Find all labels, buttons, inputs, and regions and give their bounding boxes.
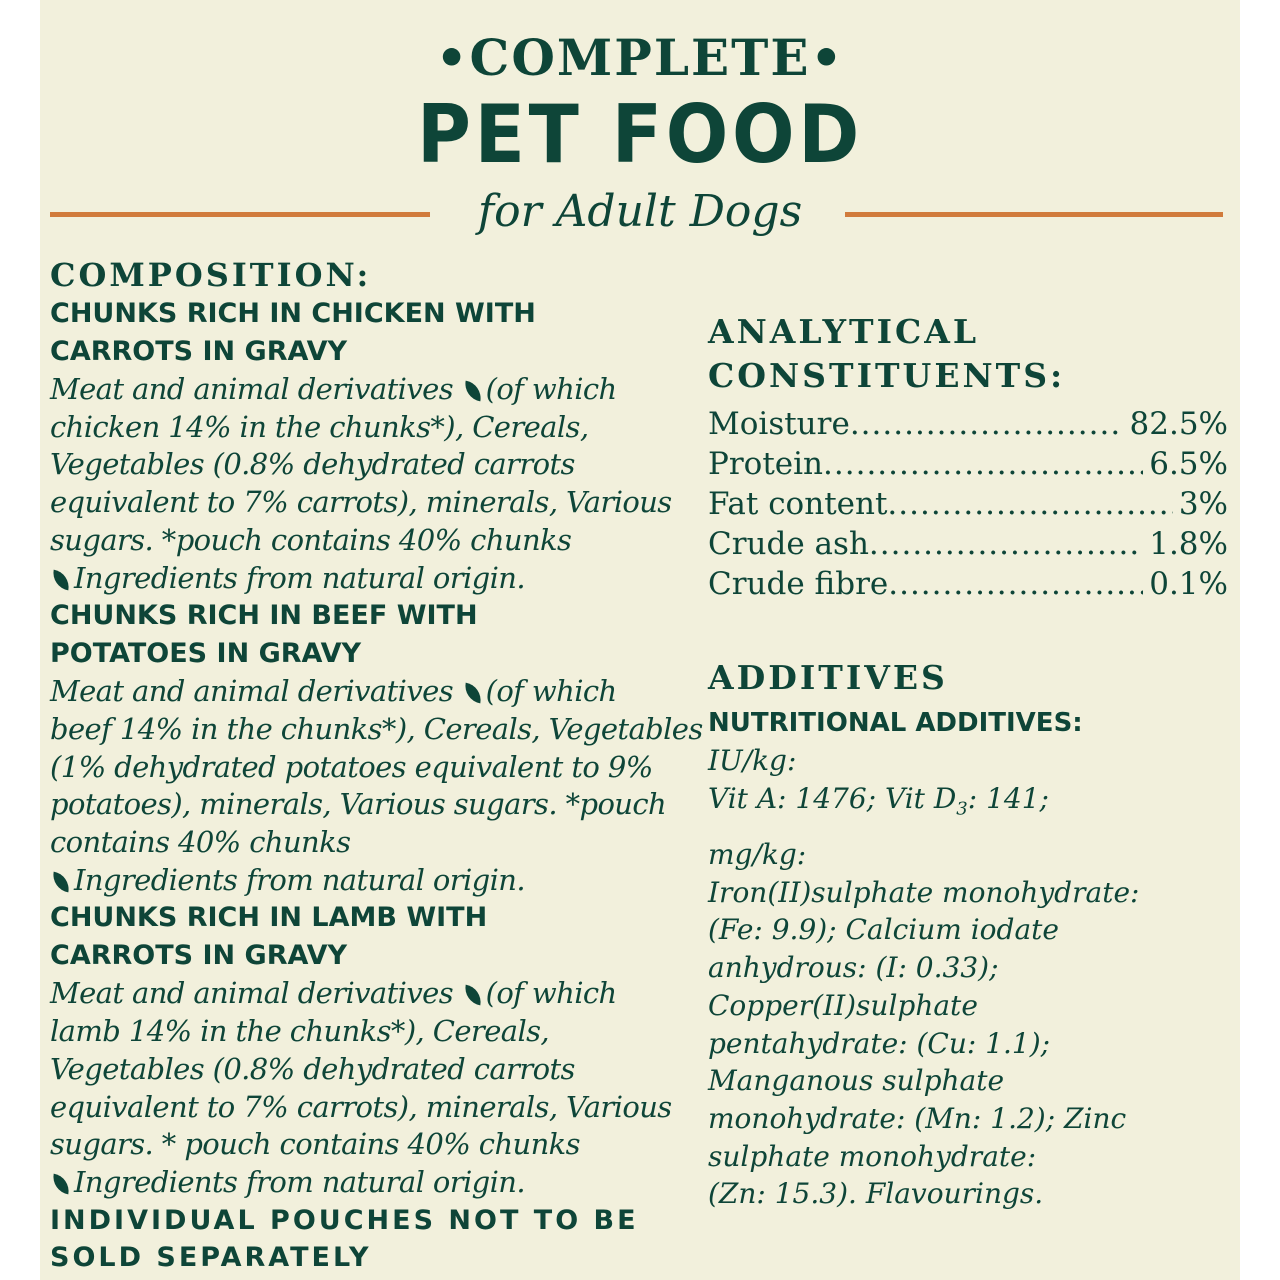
note-text: Ingredients from natural origin. [74,560,526,595]
leaf-icon [462,683,483,704]
unit-label: IU/kg: [708,744,797,777]
constituent-value: 82.5% [1129,406,1228,442]
leader-dots [887,484,1172,524]
ingredients-line: beef 14% in the chunks*), Cereals, Vegetables [50,711,703,746]
mineral-line: sulphate monohydrate: [708,1139,1037,1173]
leader-dots [850,404,1124,444]
ingredients-line: potatoes), minerals, Various sugars. *pouch [50,787,667,822]
recipe-title: CARROTS IN GRAVY [50,336,348,367]
ingredients-line: sugars. *pouch contains 40% chunks [50,522,572,557]
title-pet-food: PET FOOD [417,88,863,181]
vitamins-line [708,780,1228,828]
analytical-heading: CONSTITUENTS: [708,356,1066,395]
constituent-row [708,484,1228,524]
leader-dots [888,564,1143,604]
accent-rule-right [845,212,1223,217]
recipe-title: CHUNKS RICH IN LAMB WITH [50,902,488,934]
ingredients-text: Meat and animal derivatives [50,372,453,406]
leaf-icon [462,985,483,1006]
subscript: 3 [956,798,968,820]
note-text: Ingredients from natural origin. [74,862,526,897]
vitamins-text: Vit A: 1476; Vit D [708,781,957,815]
mineral-line: Manganous sulphate [708,1064,1005,1098]
constituent-label: Protein [708,446,824,482]
ingredients-line [50,673,690,711]
warning-text: SOLD SEPARATELY [50,1241,372,1273]
ingredients-line: equivalent to 7% carrots), minerals, Various [50,485,672,520]
leaf-icon [462,381,483,402]
recipe-title: CHUNKS RICH IN BEEF WITH [50,600,478,632]
analytical-section [708,310,1228,1213]
constituent-value: 3% [1178,486,1228,522]
ingredients-line: Vegetables (0.8% dehydrated carrots [50,1051,575,1086]
ingredients-line: lamb 14% in the chunks*), Cereals, [50,1014,550,1049]
constituent-row [708,404,1228,444]
nutritional-additives-heading: NUTRITIONAL ADDITIVES: [708,708,1083,738]
pet-food-label [40,0,1240,1280]
recipe-title: CHUNKS RICH IN CHICKEN WITH [50,298,536,329]
ingredients-text: Meat and animal derivatives [50,976,453,1011]
mineral-line: Copper(II)sulphate [708,988,978,1022]
ingredients-text: Meat and animal derivatives [50,674,453,709]
leader-dots [869,524,1143,564]
additives-heading: ADDITIVES [708,658,948,697]
ingredients-line: Vegetables (0.8% dehydrated carrots [50,447,575,482]
constituent-label: Crude ash [708,526,869,562]
composition-lamb [50,899,690,1201]
warning-text: INDIVIDUAL POUCHES NOT TO BE [50,1204,639,1236]
note-text: Ingredients from natural origin. [74,1164,526,1199]
vitamins-text: : 141; [967,781,1049,815]
unit-label: mg/kg: [708,838,807,871]
composition-beef [50,597,703,899]
constituent-value: 6.5% [1149,446,1228,482]
recipe-title: POTATOES IN GRAVY [50,638,362,670]
mineral-line: monohydrate: (Mn: 1.2); Zinc [708,1101,1127,1135]
ingredients-line: sugars. * pouch contains 40% chunks [50,1127,580,1162]
natural-origin-note [50,862,690,900]
mineral-line: Iron(II)sulphate monohydrate: [708,875,1140,909]
leaf-icon [51,871,72,892]
ingredients-line: (1% dehydrated potatoes equivalent to 9% [50,749,653,784]
mineral-line: (Zn: 15.3). Flavourings. [708,1177,1044,1211]
subtitle-adult-dogs: for Adult Dogs [477,186,803,237]
mineral-line: (Fe: 9.9); Calcium iodate [708,913,1059,947]
ingredients-line [50,975,690,1013]
analytical-heading: ANALYTICAL [708,312,980,351]
constituent-row [708,564,1228,604]
ingredients-line: contains 40% chunks [50,825,351,860]
mineral-line: anhydrous: (I: 0.33); [708,951,999,985]
ingredients-text: (of which [485,372,617,406]
additives-section [708,656,1228,1213]
composition-chicken [50,295,690,597]
constituent-row [708,524,1228,564]
recipe-title: CARROTS IN GRAVY [50,940,348,972]
leaf-icon [51,569,72,590]
ingredients-line: chicken 14% in the chunks*), Cereals, [50,409,589,444]
constituent-label: Moisture [708,406,850,442]
natural-origin-note [50,1164,690,1202]
leaf-icon [51,1174,72,1195]
constituent-label: Fat content [708,486,888,522]
constituent-value: 1.8% [1149,526,1228,562]
composition-heading: COMPOSITION: [50,256,372,294]
ingredients-text: (of which [485,674,617,709]
natural-origin-note [50,560,690,598]
constituent-label: Crude fibre [708,566,889,602]
constituent-row [708,444,1228,484]
ingredients-line [50,371,690,409]
mineral-line: pentahydrate: (Cu: 1.1); [708,1026,1051,1060]
ingredients-text: (of which [485,976,617,1011]
constituent-value: 0.1% [1149,566,1228,602]
composition-section [50,255,703,1276]
ingredients-line: equivalent to 7% carrots), minerals, Various [50,1089,672,1124]
title-complete: •COMPLETE• [435,28,845,87]
leader-dots [823,444,1143,484]
